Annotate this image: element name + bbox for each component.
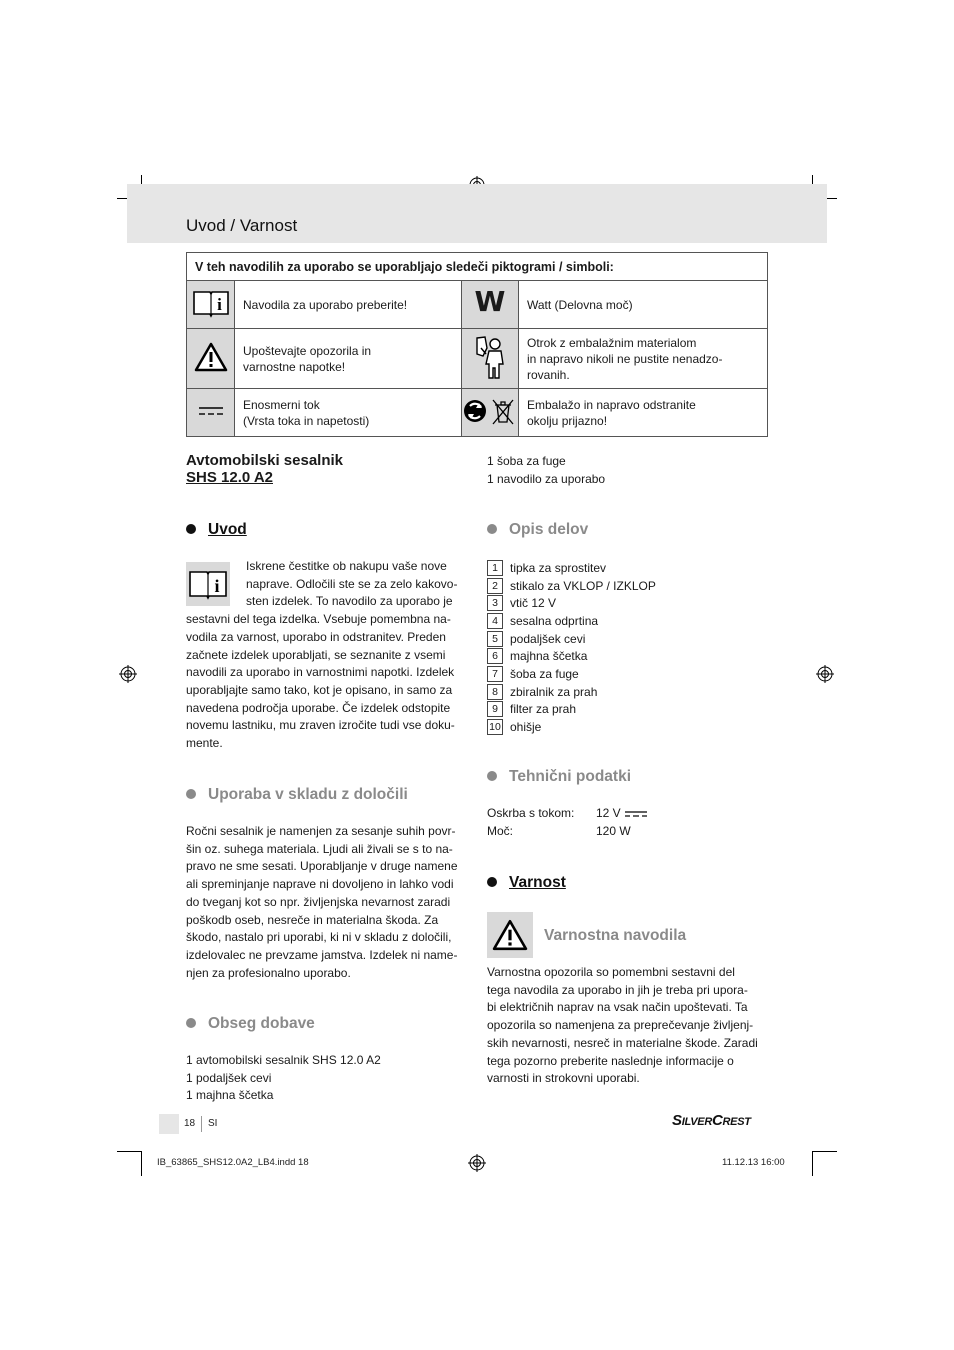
part-number-badge: 9 — [487, 701, 503, 717]
warning-triangle-icon — [492, 919, 528, 951]
pictogram-text-line: okolju prijazno! — [527, 413, 608, 428]
part-number-badge: 4 — [487, 613, 503, 629]
product-name: Avtomobilski sesalnik — [186, 452, 344, 469]
product-model: SHS 12.0 A2 — [186, 469, 273, 486]
part-item — [487, 701, 656, 719]
part-number-badge: 1 — [487, 560, 503, 576]
text-line: vodila za varnost, uporabo in odstranitev. Preden — [186, 629, 446, 644]
text-line: Varnostna opozorila so pomembni sestavni del — [487, 965, 735, 979]
crossed-bin-icon — [493, 400, 513, 424]
text-line: sestavni del tega izdelka. Vsebuje pomembna na- — [186, 612, 451, 627]
bullet-icon — [487, 771, 497, 781]
text-line: pravo ne sme sesati. Uporabljanje v druge namene — [186, 859, 458, 874]
watt-icon: W — [474, 285, 506, 318]
text-line: 1 šoba za fuge — [487, 454, 566, 468]
part-label: šoba za fuge — [510, 666, 579, 681]
text-line: navedena področja uporabe. Če izdelek odstopite — [186, 700, 451, 715]
section-heading-label: Tehnični podatki — [509, 768, 631, 785]
page-title: Uvod / Varnost — [186, 216, 298, 235]
pictogram-table-heading: V teh navodilih za uporabo se uporabljajo sledeči piktogrami / simboli: — [187, 253, 768, 281]
part-item — [487, 594, 656, 612]
text-line: Ročni sesalnik je namenjen za sesanje suhih povr- — [186, 824, 456, 838]
part-item — [487, 630, 656, 648]
text-line: do tveganj kot so npr. življenjska nevarnost zaradi — [186, 894, 451, 909]
bullet-icon — [186, 1018, 196, 1028]
part-label: podaljšek cevi — [510, 631, 586, 646]
language-code: SI — [208, 1118, 218, 1129]
pictogram-text — [235, 389, 462, 437]
text-line: poškodb oseb, nesreče in materialna škoda. Za — [186, 912, 439, 927]
text-line: novemu lastniku, mu zraven izročite tudi vse doku- — [186, 718, 455, 733]
uporaba-paragraph — [186, 823, 476, 982]
text-line: tega navodila za uporabo in jih je treba pri upora- — [487, 982, 748, 997]
section-heading-opis — [487, 521, 588, 539]
pictogram-text: Navodila za uporabo preberite! — [235, 281, 462, 329]
safety-subheading: Varnostna navodila — [544, 927, 687, 944]
section-heading-varnost — [487, 874, 566, 892]
text-line: mente. — [186, 736, 223, 751]
section-heading-tehnicni — [487, 768, 631, 786]
bullet-icon — [186, 789, 196, 799]
part-number-badge: 5 — [487, 631, 503, 647]
registration-mark-icon — [119, 665, 137, 683]
text-line: 1 navodilo za uporabo — [487, 471, 606, 486]
crop-mark — [117, 1151, 142, 1152]
section-heading-label: Varnost — [509, 874, 566, 891]
pictogram-cell — [462, 329, 519, 389]
print-file-info: IB_63865_SHS12.0A2_LB4.indd 18 — [157, 1157, 309, 1168]
pictogram-table — [186, 252, 768, 437]
part-label: zbiralnik za prah — [510, 684, 598, 699]
text-line: sten izdelek. To navodilo za uporabo je — [246, 594, 453, 609]
section-heading-label: Uvod — [208, 521, 247, 538]
text-line: šin oz. suhega materiala. Ljudi ali živali se s to na- — [186, 841, 453, 856]
part-item — [487, 718, 656, 736]
product-heading — [186, 452, 343, 486]
text-line: njen za profesionalno uporabo. — [186, 965, 351, 980]
crop-mark — [812, 1151, 813, 1176]
text-line: 1 avtomobilski sesalnik SHS 12.0 A2 — [186, 1053, 381, 1067]
tech-power-value: 120 W — [596, 824, 631, 838]
brand-logo: SilverCrest — [672, 1112, 751, 1129]
text-line: škodo, nastalo pri uporabi, ki ni v skladu z določili, — [186, 930, 452, 945]
section-heading-label: Obseg dobave — [208, 1015, 315, 1032]
child-warning-icon — [473, 334, 507, 380]
pictogram-cell — [187, 281, 235, 329]
warning-icon-box — [487, 912, 533, 958]
part-number-badge: 3 — [487, 595, 503, 611]
pictogram-text-line: Upoštevajte opozorila in — [243, 343, 372, 358]
crop-mark — [141, 1151, 142, 1176]
text-line: ali spreminjanje naprave ni dovoljeno in lahko vodi — [186, 877, 454, 892]
delivery-list — [186, 1052, 381, 1105]
svg-text:i: i — [214, 576, 220, 596]
part-label: filter za prah — [510, 702, 577, 717]
page-number-tab — [159, 1114, 179, 1134]
pictogram-text-line: Otrok z embalažnim materialom — [527, 335, 697, 350]
part-label: stikalo za VKLOP / IZKLOP — [510, 578, 656, 593]
tech-supply-voltage: 12 V — [596, 806, 621, 820]
tech-power-label: Moč: — [487, 824, 514, 838]
part-item — [487, 612, 656, 630]
part-number-badge: 7 — [487, 666, 503, 682]
delivery-list-continued — [487, 453, 605, 488]
part-label: ohišje — [510, 720, 542, 735]
varnost-paragraph — [487, 964, 777, 1088]
part-item — [487, 647, 656, 665]
text-line: bi električnih naprav na vsak način upoštevati. Ta — [487, 1000, 748, 1015]
parts-list — [487, 559, 656, 736]
text-line: izdelovalec ne prevzame jamstva. Izdelek ni name- — [186, 947, 458, 962]
pictogram-text-line: in napravo nikoli ne pustite nenadzo- — [527, 351, 723, 366]
text-line: začnete izdelek uporabljati, se seznanite z vsemi — [186, 647, 446, 662]
tech-supply-label: Oskrba s tokom: — [487, 806, 575, 820]
text-line: 1 podaljšek cevi — [186, 1070, 272, 1085]
warning-triangle-icon — [194, 342, 228, 372]
text-line: navodili za uporabo in varnostnimi napotki. Izdelek — [186, 665, 455, 680]
part-label: tipka za sprostitev — [510, 560, 607, 575]
pictogram-cell — [462, 389, 519, 437]
text-line: varnosti in strokovni uporabi. — [487, 1071, 640, 1086]
direct-current-icon — [624, 809, 648, 819]
text-line: naprave. Odločili ste se za zelo kakovo- — [246, 576, 458, 591]
part-number-badge: 10 — [487, 719, 503, 735]
text-line: Iskrene čestitke ob nakupu vaše nove — [246, 559, 447, 573]
section-heading-label: Opis delov — [509, 521, 589, 538]
print-date-info: 11.12.13 16:00 — [722, 1157, 785, 1168]
pictogram-cell — [462, 281, 519, 329]
bullet-icon — [487, 877, 497, 887]
pictogram-text-line: Embalažo in napravo odstranite — [527, 397, 696, 412]
pictogram-text-line: (Vrsta toka in napetosti) — [243, 413, 370, 428]
pictogram-text — [519, 389, 768, 437]
pictogram-text-line: rovanih. — [527, 367, 570, 382]
recycle-icon — [462, 397, 518, 425]
tech-supply-value — [596, 806, 648, 820]
part-item — [487, 665, 656, 683]
direct-current-icon — [196, 404, 226, 418]
registration-mark-icon — [468, 1154, 486, 1172]
part-item — [487, 577, 656, 595]
text-line: skih nevarnosti, nesreč in materialne škode. Zaradi — [487, 1035, 758, 1050]
footer-divider — [201, 1116, 202, 1132]
bullet-icon — [186, 524, 196, 534]
pictogram-cell — [187, 329, 235, 389]
text-line: opozorila so namenjena za preprečevanje življenj- — [487, 1018, 754, 1033]
pictogram-text-line: varnostne napotke! — [243, 359, 346, 374]
section-heading-uvod — [186, 521, 247, 539]
part-number-badge: 6 — [487, 648, 503, 664]
pictogram-text — [519, 329, 768, 389]
text-line: uporabljajte samo tako, kot je opisano, in samo za — [186, 682, 453, 697]
text-line: tega pozorno preberite naslednje informacije o — [487, 1053, 734, 1068]
part-number-badge: 8 — [487, 684, 503, 700]
bullet-icon — [487, 524, 497, 534]
part-label: majhna ščetka — [510, 649, 588, 664]
part-item — [487, 683, 656, 701]
page-number: 18 — [184, 1118, 196, 1129]
pictogram-text — [235, 329, 462, 389]
pictogram-text-line: Enosmerni tok — [243, 397, 320, 412]
section-heading-obseg — [186, 1015, 315, 1033]
svg-text:i: i — [216, 294, 222, 314]
part-label: sesalna odprtina — [510, 613, 599, 628]
crop-mark — [812, 1151, 837, 1152]
text-line: 1 majhna ščetka — [186, 1088, 274, 1103]
pictogram-text: Watt (Delovna moč) — [519, 281, 768, 329]
uvod-paragraph — [186, 558, 476, 753]
pictogram-cell — [187, 389, 235, 437]
book-info-icon — [192, 288, 230, 318]
section-heading-uporaba — [186, 786, 408, 804]
part-number-badge: 2 — [487, 578, 503, 594]
part-item — [487, 559, 656, 577]
section-heading-label: Uporaba v skladu z določili — [208, 786, 408, 803]
registration-mark-icon — [816, 665, 834, 683]
part-label: vtič 12 V — [510, 596, 557, 611]
